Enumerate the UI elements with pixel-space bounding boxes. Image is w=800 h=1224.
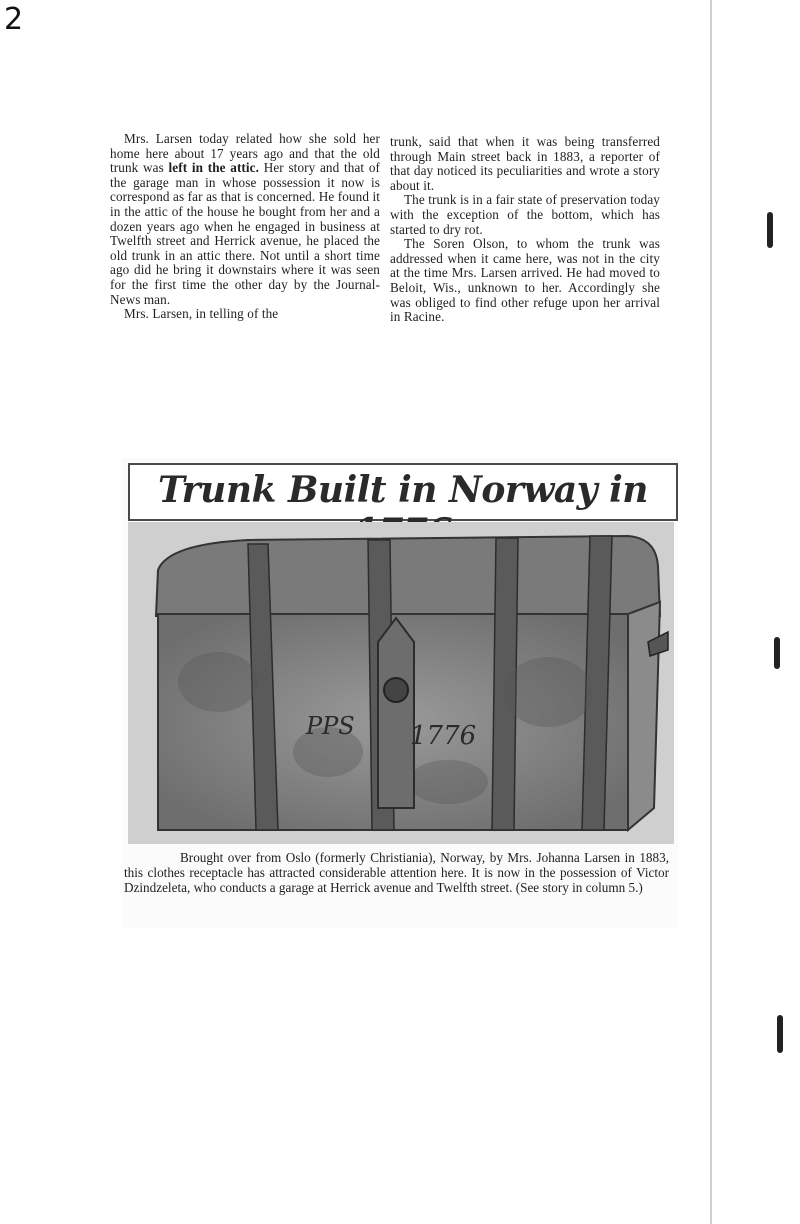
page-right-margin [710, 0, 800, 1224]
trunk-illustration [128, 522, 674, 844]
binder-hole-middle [774, 637, 780, 669]
trunk-year: 1776 [410, 721, 477, 751]
article-paragraph: Mrs. Larsen, in telling of the [124, 306, 279, 322]
article-paragraph: trunk, said that when it was being transferred through Main street back in 1883, a reporter of that day noticed its peculiarities and wrote a story about it. [390, 134, 660, 193]
article-column-left [110, 132, 380, 322]
photo-caption [124, 850, 669, 895]
trunk-initials: PPS [306, 712, 355, 740]
caption-text: Brought over from Oslo (formerly Christiania), Norway, by Mrs. Johanna Larsen in 1883, this clothes receptacle has attracted considerable attention here. It is now in the possession of Victor Dzindzeleta, who conducts a garage at Herrick avenue and Twelfth street. (See story in column 5.) [124, 850, 669, 895]
page-number: 2 [4, 2, 24, 37]
article-column-right [390, 135, 660, 325]
trunk-lock-plate [378, 618, 414, 808]
headline-box [128, 463, 678, 521]
headline: Trunk Built in Norway in [158, 469, 648, 511]
article-text: Her story and that of the garage man in whose possession it now is correspond as far as that is concerned. He found it in the attic of the house he bought from her and a dozen years ago when he engaged in business at Twelfth street and Herrick avenue, he placed the old trunk in an attic there. Not until a short time ago did he bring it downstairs where it was seen for the first time the other day by the Journal-News man. [110, 160, 381, 307]
article-paragraph: The Soren Olson, to whom the trunk was addressed when it came here, was not in the city at the time Mrs. Larsen arrived. He had moved to Beloit, Wis., unknown to her. Accordingly she was obliged to find other refuge upon her arrival in Racine. [390, 236, 660, 325]
article-paragraph [110, 132, 380, 307]
trunk-photo [128, 522, 674, 844]
trunk-lid [156, 536, 660, 616]
binder-hole-top [767, 212, 773, 248]
binder-hole-bottom [777, 1015, 783, 1053]
article-bold-text: left in the attic. [168, 160, 260, 176]
article-paragraph: The trunk is in a fair state of preservation today with the exception of the bottom, which has started to dry rot. [390, 192, 660, 237]
trunk-side [628, 602, 660, 830]
trunk-lock [384, 678, 408, 702]
article-text: Mrs. Larsen today related how she sold her home here about 17 years ago and that the old trunk was [110, 131, 380, 176]
